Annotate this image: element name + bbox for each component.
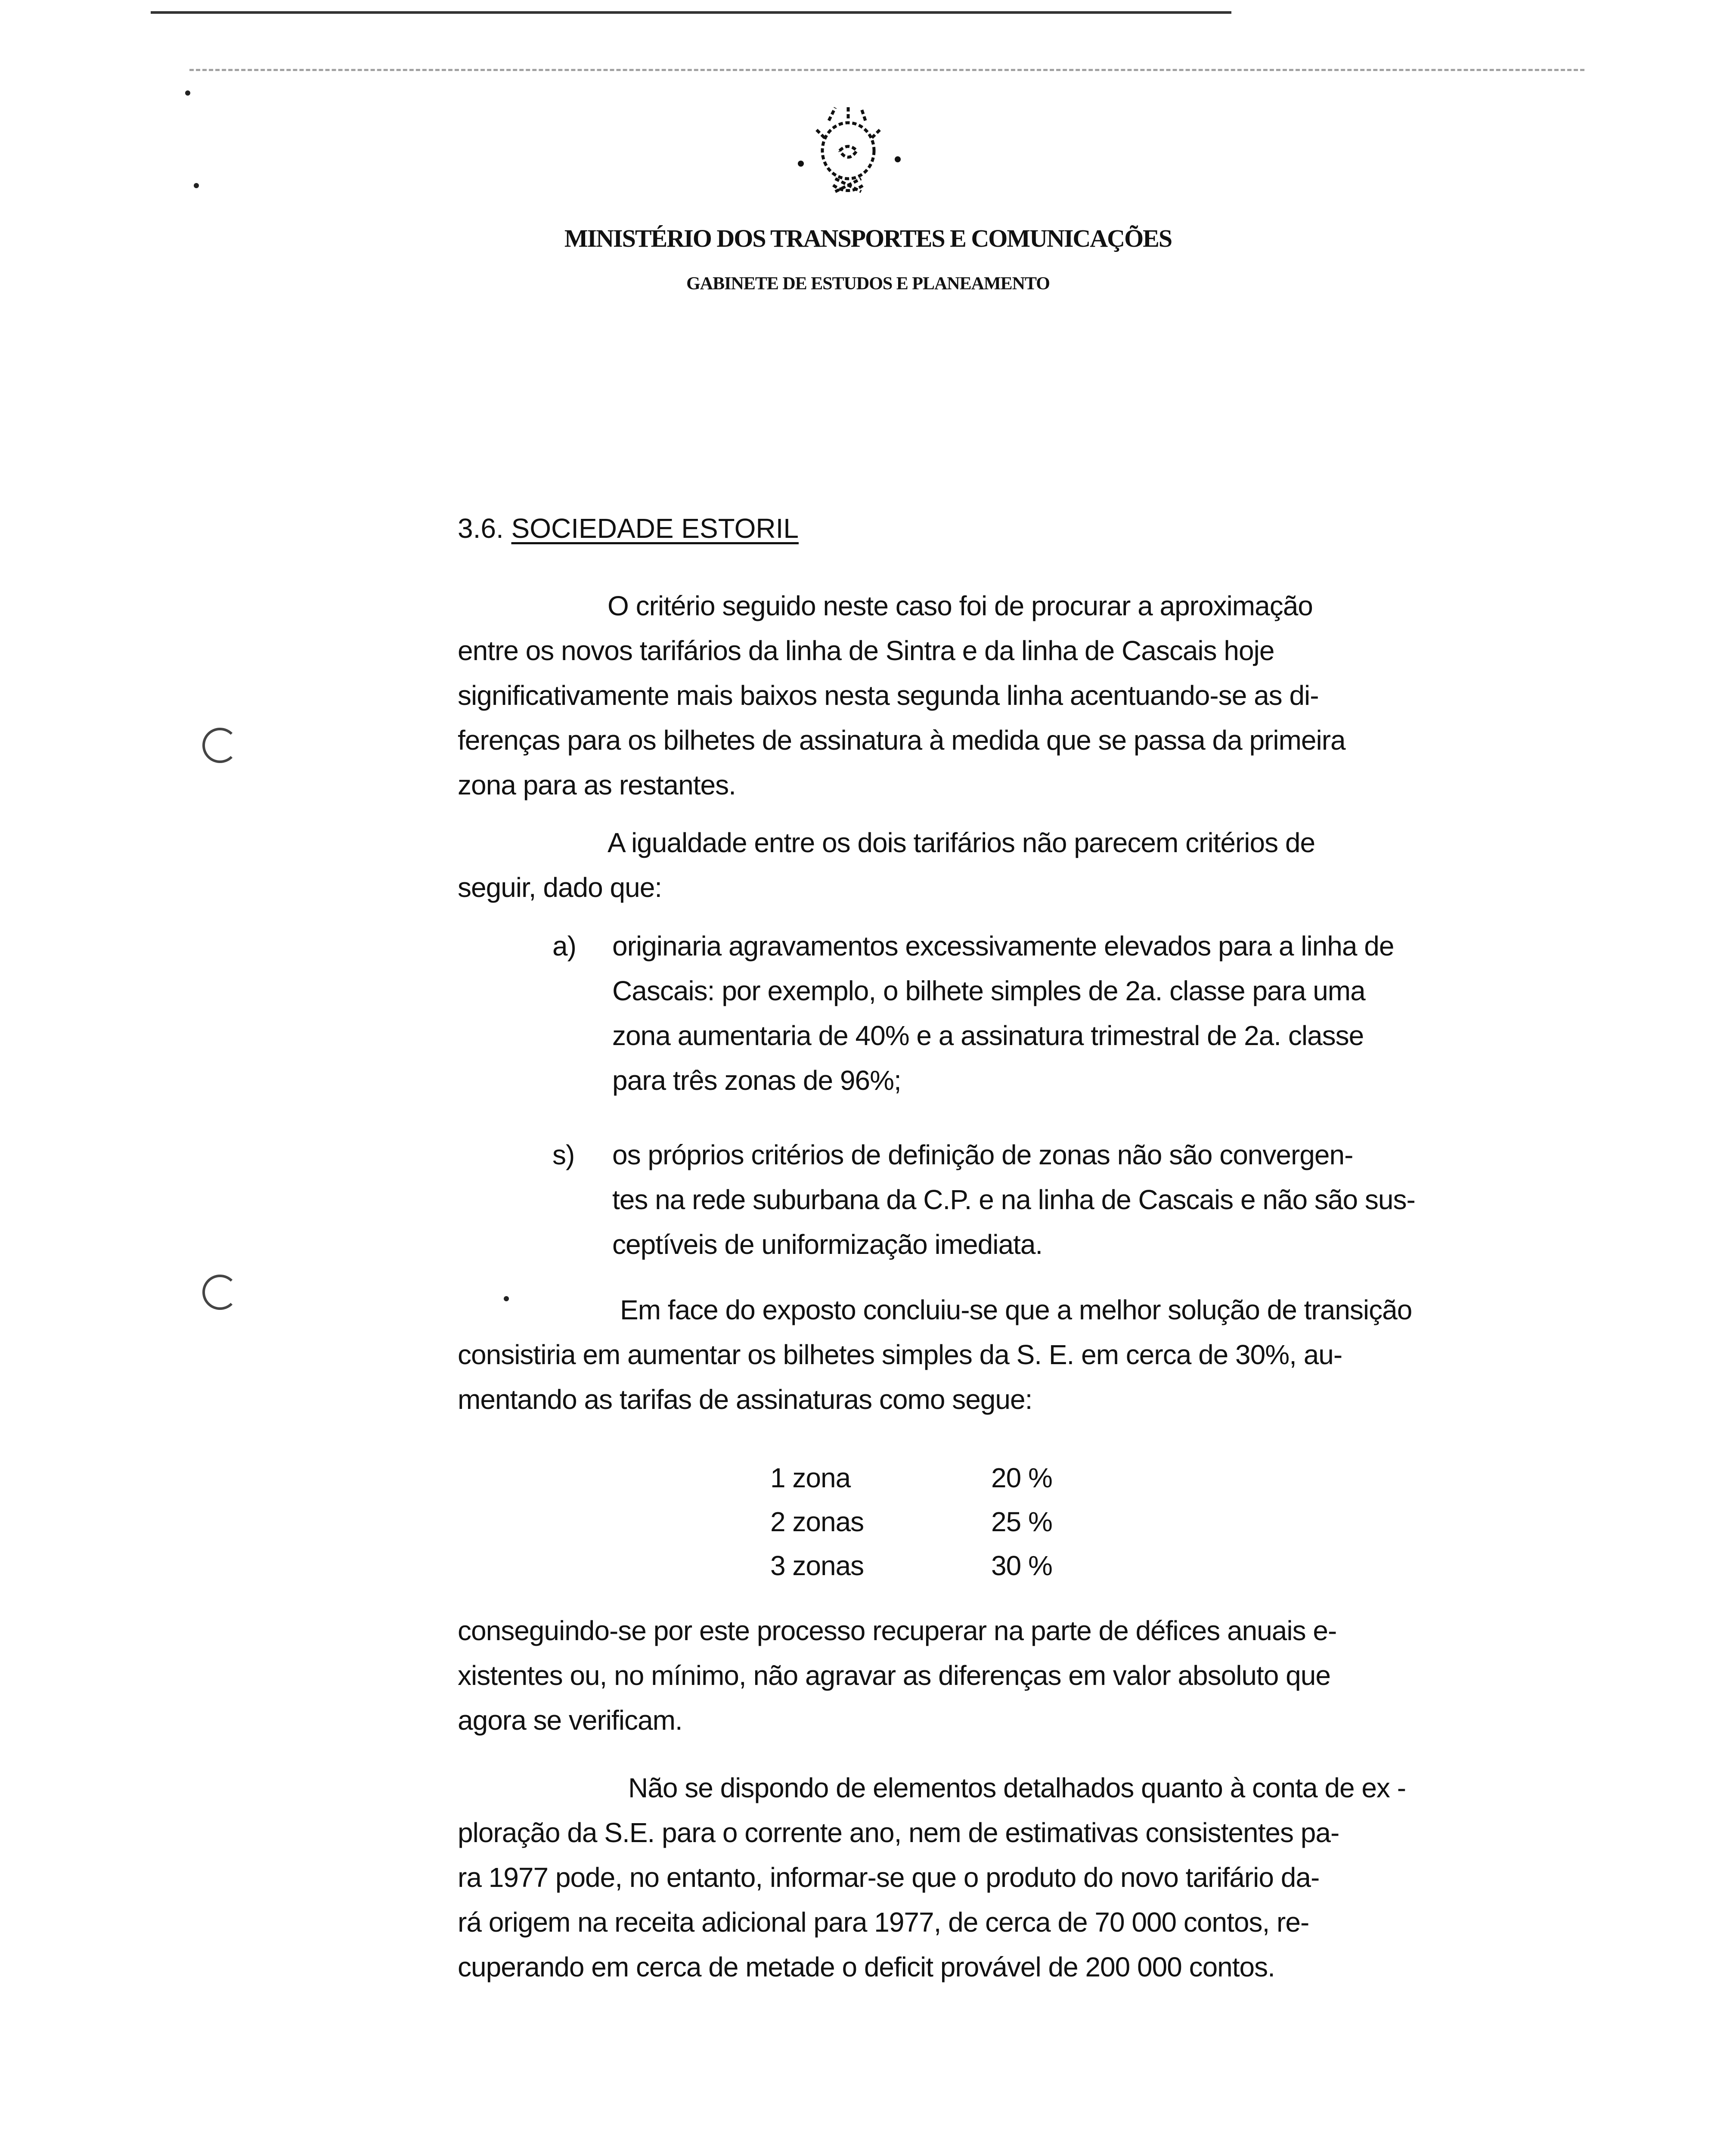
punch-hole-mark <box>202 1275 238 1310</box>
tariff-zones-cell: 3 zonas <box>770 1550 864 1581</box>
office-name: GABINETE DE ESTUDOS E PLANEAMENTO <box>686 274 1050 294</box>
text-line: mentando as tarifas de assinaturas como segue: <box>458 1384 1032 1415</box>
section-heading <box>458 512 799 544</box>
text-line: ferenças para os bilhetes de assinatura à medida que se passa da primeira <box>458 725 1345 756</box>
text-line: zona para as restantes. <box>458 769 736 800</box>
scan-dashed-line <box>189 69 1584 71</box>
text-line: ploração da S.E. para o corrente ano, nem de estimativas consistentes pa- <box>458 1817 1339 1848</box>
scan-speck <box>504 1296 509 1301</box>
tariff-increase-cell: 20 % <box>991 1462 1052 1493</box>
text-line: Cascais: por exemplo, o bilhete simples de 2a. classe para uma <box>612 975 1365 1006</box>
list-marker: s) <box>552 1139 575 1170</box>
section-title: SOCIEDADE ESTORIL <box>511 513 799 544</box>
text-line: os próprios critérios de definição de zonas não são convergen- <box>612 1139 1353 1170</box>
punch-hole-mark <box>202 728 238 763</box>
tariff-zones-cell: 1 zona <box>770 1462 851 1493</box>
text-line: Em face do exposto concluiu-se que a melhor solução de transição <box>620 1294 1412 1325</box>
top-rule <box>151 11 1231 14</box>
text-line: ra 1977 pode, no entanto, informar-se que o produto do novo tarifário da- <box>458 1862 1320 1893</box>
text-line: ceptíveis de uniformização imediata. <box>612 1229 1043 1260</box>
text-line: xistentes ou, no mínimo, não agravar as diferenças em valor absoluto que <box>458 1660 1330 1691</box>
scan-speck <box>194 183 199 188</box>
ministry-name: MINISTÉRIO DOS TRANSPORTES E COMUNICAÇÕES <box>564 224 1172 252</box>
text-line: O critério seguido neste caso foi de procurar a aproximação <box>608 590 1313 621</box>
section-number: 3.6. <box>458 513 504 544</box>
text-line: para três zonas de 96%; <box>612 1065 901 1096</box>
text-line: seguir, dado que: <box>458 872 662 903</box>
tariff-zones-cell: 2 zonas <box>770 1506 864 1537</box>
tariff-increase-cell: 25 % <box>991 1506 1052 1537</box>
text-line: consistiria em aumentar os bilhetes simples da S. E. em cerca de 30%, au- <box>458 1339 1342 1370</box>
text-line: agora se verificam. <box>458 1705 682 1736</box>
text-line: conseguindo-se por este processo recuperar na parte de défices anuais e- <box>458 1615 1337 1646</box>
text-line: originaria agravamentos excessivamente elevados para a linha de <box>612 931 1394 962</box>
text-line: Não se dispondo de elementos detalhados quanto à conta de ex - <box>628 1772 1406 1803</box>
text-line: significativamente mais baixos nesta segunda linha acentuando-se as di- <box>458 680 1319 711</box>
text-line: rá origem na receita adicional para 1977, de cerca de 70 000 contos, re- <box>458 1907 1309 1938</box>
text-line: entre os novos tarifários da linha de Sintra e da linha de Cascais hoje <box>458 635 1274 666</box>
list-marker: a) <box>552 931 576 962</box>
text-line: zona aumentaria de 40% e a assinatura trimestral de 2a. classe <box>612 1020 1364 1051</box>
text-line: cuperando em cerca de metade o deficit provável de 200 000 contos. <box>458 1951 1275 1982</box>
text-line: A igualdade entre os dois tarifários não parecem critérios de <box>608 827 1315 858</box>
coat-of-arms-emblem-icon <box>792 103 904 202</box>
tariff-increase-cell: 30 % <box>991 1550 1052 1581</box>
scan-speck <box>185 90 190 96</box>
text-line: tes na rede suburbana da C.P. e na linha de Cascais e não são sus- <box>612 1184 1415 1215</box>
